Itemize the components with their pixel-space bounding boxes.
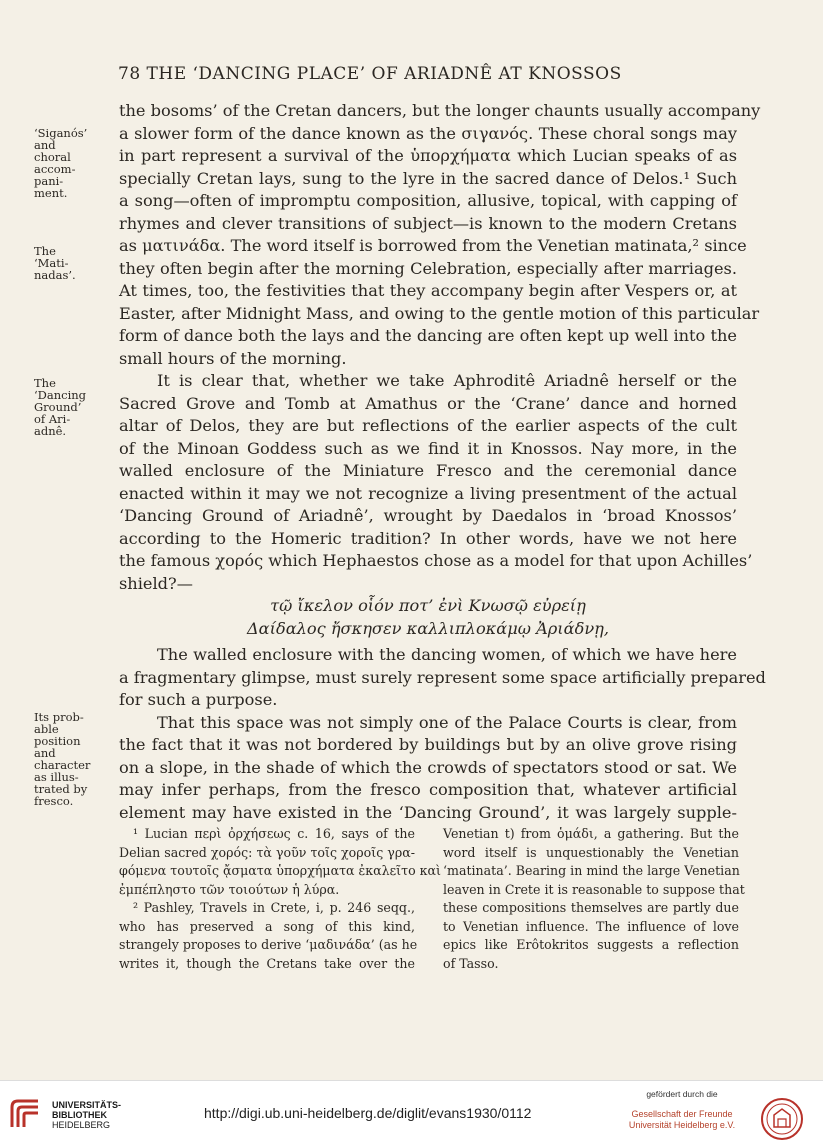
- footnote-line: ἐμπέπληστο τῶν τοιούτων ἡ λύρα.: [119, 881, 340, 897]
- footnote-line: ² Pashley, Travels in Crete, i, p. 246 seqq.,: [133, 900, 415, 915]
- footnote-line: Delian sacred χορός: τὰ γοῦν τοῖς χοροῖς γρα-: [119, 844, 415, 860]
- footnote-line: word itself is unquestionably the Venetian: [443, 844, 739, 860]
- greek-verse-line: Δαίδαλος ἤσκησεν καλλιπλοκάμῳ Ἀριάδνῃ,: [246, 618, 610, 638]
- text-line: a song—often of impromptu composition, allusive, topical, with capping of: [119, 191, 737, 210]
- body-text: [119, 100, 766, 824]
- running-header: 78 THE ‘DANCING PLACE’ OF ARIADNÊ AT KNOSSOS: [118, 64, 622, 84]
- footnote-line: of Tasso.: [443, 955, 499, 971]
- text-line: ‘Dancing Ground of Ariadnê’, wrought by Daedalos in ‘broad Knossos’: [119, 506, 737, 525]
- footnote-line: ‘matinata’. Bearing in mind the large Venetian: [443, 863, 740, 878]
- text-line: of the Minoan Goddess such as we find it in Knossos. Nay more, in the: [119, 438, 737, 458]
- text-line: specially Cretan lays, sung to the lyre in the sacred dance of Delos.¹ Such: [119, 168, 737, 188]
- text-line: altar of Delos, they are but reflections of the earlier aspects of the cult: [119, 416, 737, 435]
- text-line: as ματινάδα. The word itself is borrowed from the Venetian matinata,² since: [119, 236, 747, 255]
- library-name-line: BIBLIOTHEK: [52, 1110, 107, 1120]
- text-line: small hours of the morning.: [119, 348, 347, 368]
- footnote-line: writes it, though the Cretans take over the: [119, 955, 415, 971]
- digitization-footer: [0, 1080, 823, 1146]
- text-line: they often begin after the morning Celebration, especially after marriages.: [119, 258, 737, 278]
- margin-note-dancing-ground: The ‘Dancing Ground’ of Ari- adnê.: [34, 376, 87, 438]
- footnote-line: φόμενα τουτοῖς ᾄσματα ὑπορχήματα ἐκαλεῖτο καὶ: [119, 863, 441, 878]
- text-line: on a slope, in the shade of which the crowds of spectators stood or sat. We: [119, 757, 737, 777]
- university-seal-icon: [760, 1097, 804, 1141]
- text-line: may infer perhaps, from the fresco composition that, whatever artificial: [119, 780, 737, 799]
- text-line: Easter, after Midnight Mass, and owing to the gentle motion of this particular: [119, 303, 760, 323]
- text-line: form of dance both the lays and the dancing are often kept up well into the: [119, 326, 737, 345]
- footnote-line: strangely proposes to derive ‘μαδινάδα’ (as he: [119, 937, 418, 952]
- footnote-line: these compositions themselves are partly due: [443, 900, 739, 915]
- text-line: walled enclosure of the Miniature Fresco and the ceremonial dance: [119, 461, 737, 480]
- footnote-column-left: [119, 825, 441, 973]
- footnote-line: epics like Erôtokritos suggests a reflection: [443, 937, 739, 952]
- funded-by-label: gefördert durch die: [646, 1089, 718, 1099]
- margin-note-matinadas: The ‘Mati- nadas’.: [34, 244, 76, 282]
- library-name: [52, 1100, 121, 1130]
- footnote-line: leaven in Crete it is reasonable to suppose that: [443, 881, 745, 897]
- greek-verse-line: τῷ ἴκελον οἷόν ποτ’ ἐνὶ Κνωσῷ εὐρείῃ: [270, 596, 586, 615]
- text-line: Sacred Grove and Tomb at Amathus or the ‘Crane’ dance and horned: [119, 393, 737, 413]
- text-line: At times, too, the festivities that they accompany begin after Vespers or, at: [119, 281, 737, 300]
- text-line: the bosoms’ of the Cretan dancers, but the longer chaunts usually accompany: [119, 101, 761, 120]
- margin-note-probable-position: Its prob- able position and character as illus- trated by fresco.: [34, 710, 91, 808]
- text-line: the fact that it was not bordered by buildings but by an olive grove rising: [119, 735, 737, 754]
- text-line: the famous χορός which Hephaestos chose as a model for that upon Achilles’: [119, 551, 753, 570]
- text-line: a slower form of the dance known as the σιγανός. These choral songs may: [119, 123, 737, 143]
- text-line: element may have existed in the ‘Dancing Ground’, it was largely supple-: [119, 802, 737, 822]
- text-line: That this space was not simply one of the Palace Courts is clear, from: [157, 712, 737, 732]
- footnote-line: ¹ Lucian περὶ ὀρχήσεως c. 16, says of the: [133, 826, 415, 841]
- text-line: according to the Homeric tradition? In other words, have we not here: [119, 528, 737, 548]
- footnotes: [119, 825, 745, 973]
- footnote-line: who has preserved a song of this kind,: [119, 918, 415, 934]
- library-logo-icon: [8, 1097, 44, 1133]
- footnote-line: Venetian t) from ὁμάδι, a gathering. But the: [443, 826, 739, 841]
- library-name-line: HEIDELBERG: [52, 1120, 111, 1130]
- text-line: It is clear that, whether we take Aphroditê Ariadnê herself or the: [157, 371, 737, 390]
- funder-name-line: Universität Heidelberg e.V.: [628, 1120, 736, 1130]
- text-line: enacted within it may we not recognize a living presentment of the actual: [119, 483, 737, 503]
- text-line: for such a purpose.: [119, 690, 278, 709]
- funding-credit: [612, 1089, 752, 1131]
- funder-name-line: Gesellschaft der Freunde: [631, 1109, 733, 1119]
- footnote-column-right: [443, 825, 745, 973]
- permalink-url[interactable]: http://digi.ub.uni-heidelberg.de/diglit/evans1930/0112: [204, 1105, 532, 1121]
- footnote-line: to Venetian influence. The influence of love: [443, 918, 739, 934]
- text-line: in part represent a survival of the ὑπορχήματα which Lucian speaks of as: [119, 146, 737, 165]
- library-name-line: UNIVERSITÄTS-: [52, 1100, 122, 1110]
- text-line: shield?—: [119, 573, 193, 593]
- margin-note-siganos: ‘Siganós’ and choral accom- pani- ment.: [34, 126, 88, 200]
- text-line: The walled enclosure with the dancing women, of which we have here: [157, 645, 737, 664]
- text-line: rhymes and clever transitions of subject—is known to the modern Cretans: [119, 213, 737, 233]
- text-line: a fragmentary glimpse, must surely represent some space artificially prepared: [119, 667, 766, 687]
